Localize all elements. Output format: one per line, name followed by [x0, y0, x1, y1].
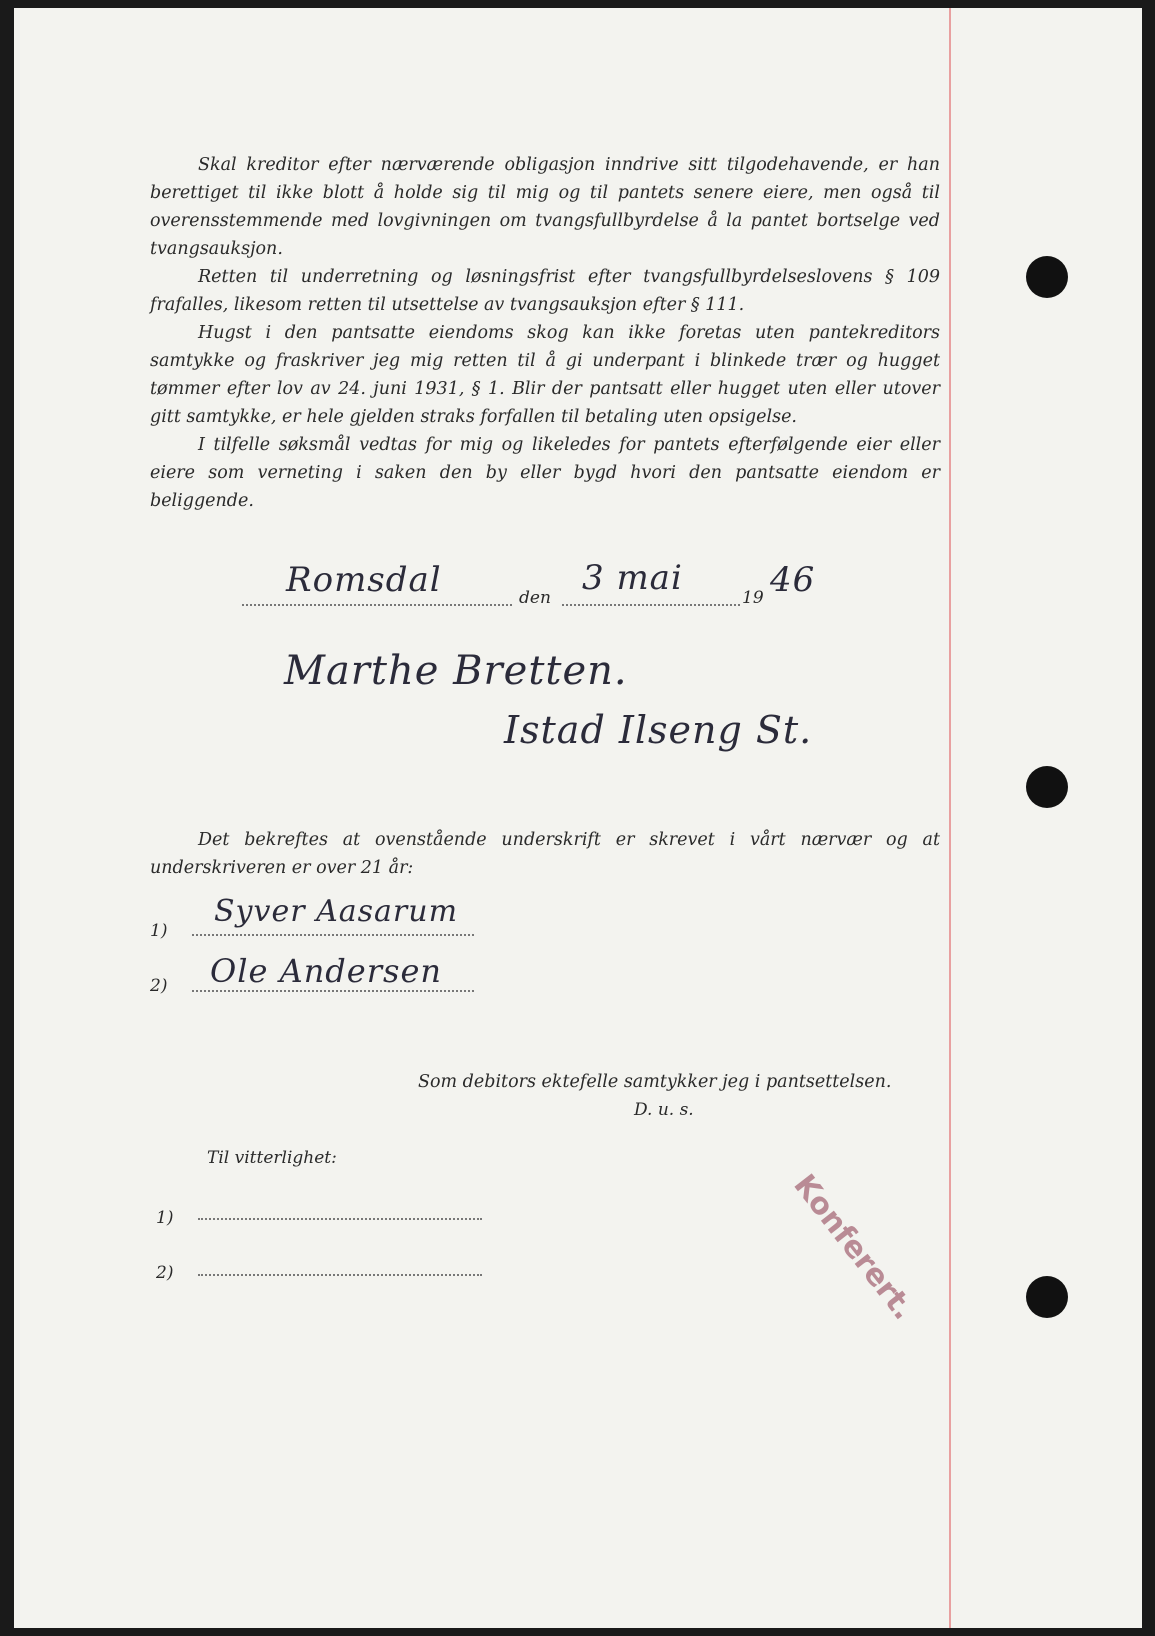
- date-den-label: den: [519, 588, 551, 608]
- red-margin-line: [949, 8, 951, 1628]
- year-handwritten: 46: [770, 560, 816, 600]
- vitterlighet-line-2: [198, 1274, 482, 1276]
- vitterlighet-line-1: [198, 1218, 482, 1220]
- paragraph-notice: Retten til underretning og løsningsfrist efter tvangsfullbyrdelseslovens § 109 frafalles, likesom retten til utsettelse av tvangsauksjon efter § 111.: [150, 267, 940, 315]
- paragraph-logging: Hugst i den pantsatte eiendoms skog kan ikke foretas uten pantekreditors samtykke og fraskriver jeg mig retten til å gi underpant i blinkede trær og hugget tømmer efter lov av 24. juni 1931, § 1. Blir der pantsatt eller hugget uten eller utover gitt samtykke, er hele gjelden straks forfallen til betaling uten opsigelse.: [150, 323, 940, 427]
- date-dotted-line: [562, 604, 740, 606]
- year-prefix: 19: [742, 588, 764, 608]
- place-dotted-line: [242, 604, 512, 606]
- punch-hole-3: [1026, 1276, 1068, 1318]
- punch-hole-2: [1026, 766, 1068, 808]
- confirm-paragraph: Det bekreftes at ovenstående underskrift er skrevet i vårt nærvær og at underskriveren er over 21 år:: [150, 830, 940, 878]
- witness-number-2: 2): [150, 976, 168, 996]
- date-handwritten: 3 mai: [582, 558, 683, 598]
- punch-hole-1: [1026, 256, 1068, 298]
- witness-line-2: [192, 990, 474, 992]
- vitterlighet-number-1: 1): [156, 1208, 174, 1228]
- witness-signature-1: Syver Aasarum: [214, 894, 459, 929]
- debtor-address: Istad Ilseng St.: [504, 708, 813, 752]
- document-page: [14, 8, 1142, 1628]
- confirm-text: [150, 826, 940, 882]
- vitterlighet-number-2: 2): [156, 1263, 174, 1283]
- paragraph-venue: I tilfelle søksmål vedtas for mig og likeledes for pantets efterfølgende eier eller eiere som verneting i saken den by eller bygd hvori den pantsatte eiendom er beliggende.: [150, 435, 940, 511]
- witness-line-1: [192, 934, 474, 936]
- witness-number-1: 1): [150, 921, 168, 941]
- body-text: [150, 151, 940, 515]
- vitterlighet-label: Til vitterlighet:: [207, 1148, 337, 1168]
- place-handwritten: Romsdal: [286, 560, 442, 600]
- konferert-stamp: Konferert.: [786, 1168, 921, 1327]
- debtor-signature: Marthe Bretten.: [284, 648, 628, 694]
- paragraph-creditor: Skal kreditor efter nærværende obligasjon inndrive sitt tilgodehavende, er han berettiget til ikke blott å holde sig til mig og til pantets senere eiere, men også til overensstemmende med lovgivningen om tvangsfullbyrdelse å la pantet bortselge ved tvangsauksjon.: [150, 155, 940, 259]
- spouse-consent-text: Som debitors ektefelle samtykker jeg i pantsettelsen.: [418, 1072, 892, 1092]
- spouse-dus: D. u. s.: [634, 1100, 694, 1120]
- witness-signature-2: Ole Andersen: [210, 952, 442, 990]
